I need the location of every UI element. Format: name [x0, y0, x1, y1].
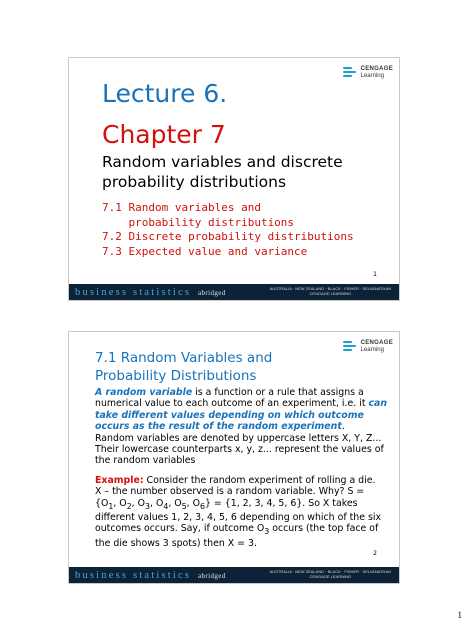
logo-line2: Learning [360, 72, 384, 79]
definition-term: A random variable [95, 387, 193, 398]
slide-number: 2 [373, 550, 377, 557]
section-item: probability distributions [102, 215, 295, 229]
logo-line2: Learning [360, 346, 384, 353]
footer-bar [69, 567, 399, 583]
notation-paragraph: Random variables are denoted by uppercase letters X, Y, Z... Their lowercase counterparts x, y, z... represent the values of the random variables [95, 432, 384, 467]
slide-body [95, 387, 393, 549]
cengage-logo-icon [343, 339, 358, 354]
section-item: 7.2 Discrete probability distributions [102, 230, 354, 243]
definition-paragraph: A random variable is a function or a rule that assigns a numerical value to each outcome of an experiment, i.e. it can take different values depending on which outcome occurs as the result of the random experiment. [95, 387, 388, 433]
slide-1 [68, 57, 400, 301]
slide-title: 7.1 Random Variables and Probability Distributions [95, 350, 273, 384]
section-item: 7.1 Random variables and [102, 201, 261, 214]
footer-credit: AUSTRALIA · NEW ZEALAND · BLACK · FISHER · SELVANATHAN CENGAGE LEARNING [269, 569, 391, 579]
section-list [102, 201, 354, 259]
footer-bar [69, 284, 399, 300]
example-paragraph: Example: Consider the random experiment of rolling a die. X – the number observed is a random variable. Why? S = {$O_1$, $O_2$, $O_3$, $O_4$, $O_5$, $O_6\} = \{1$, 2, 3, 4, 5, 6}. So X takes different values 1, 2, 3, 4, 5, 6 depending on which of the six outcomes occurs. Say, if outcome $O_3$ occurs (the top face of the die shows 3 spots) then X = 3. [95, 474, 382, 549]
section-item: 7.3 Expected value and variance [102, 244, 308, 258]
example-label: Example: [95, 474, 144, 486]
logo-line1: CENGAGE [360, 339, 393, 346]
slide-number: 1 [373, 271, 377, 278]
definition-emphasis: can take different values depending on which outcome occurs as the result of the random experiment [95, 398, 388, 433]
slide-2 [68, 331, 400, 584]
cengage-logo [343, 65, 393, 80]
footer-brand: business statistics abridged [75, 286, 226, 298]
cengage-logo-icon [343, 65, 358, 80]
logo-line1: CENGAGE [360, 65, 393, 72]
footer-brand-suffix: abridged [198, 571, 226, 580]
page-number: 1 [457, 610, 462, 620]
footer-credit: AUSTRALIA · NEW ZEALAND · BLACK · FISHER · SELVANATHAN CENGAGE LEARNING [269, 286, 391, 296]
lecture-title: Lecture 6. [102, 79, 228, 108]
chapter-title: Chapter 7 [102, 120, 226, 149]
footer-brand: business statistics abridged [75, 569, 226, 581]
chapter-subtitle: Random variables and discrete probability distributions [102, 153, 343, 191]
cengage-logo [343, 339, 393, 354]
footer-brand-suffix: abridged [198, 288, 226, 297]
